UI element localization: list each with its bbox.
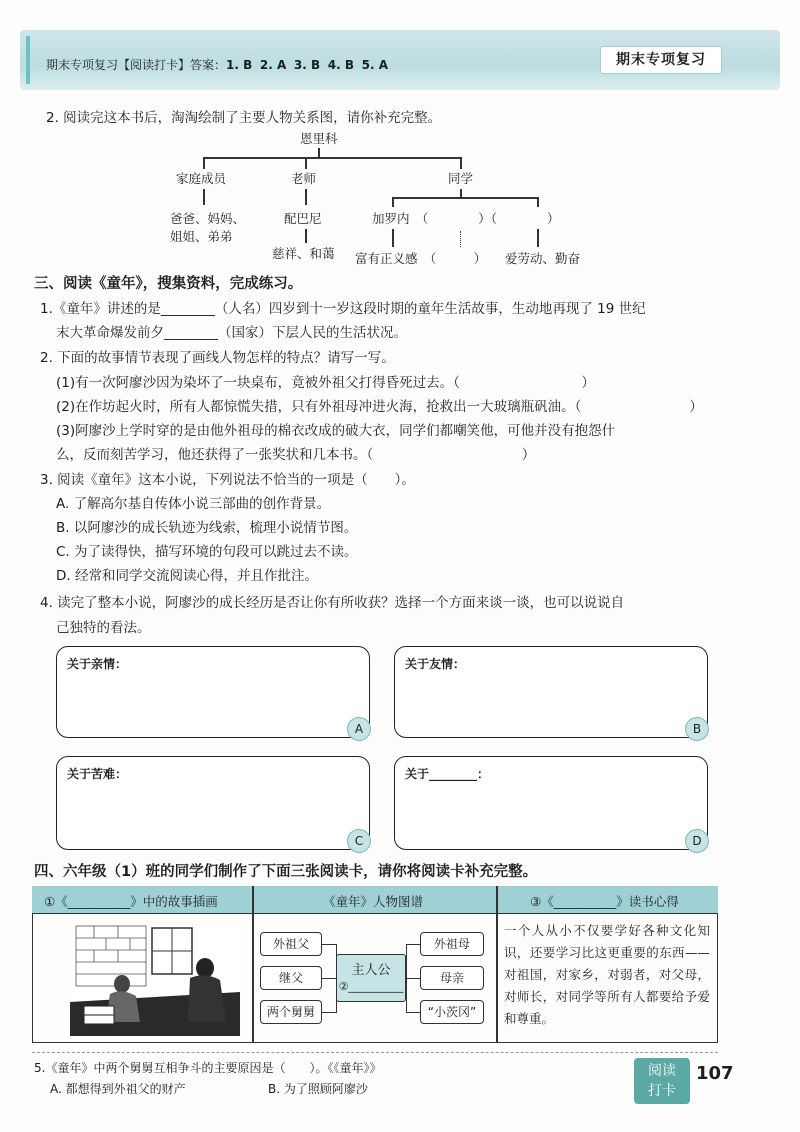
s3-q3-option-d: D. 经常和同学交流阅读心得，并且作批注。 xyxy=(56,568,318,584)
map-line xyxy=(406,978,420,979)
diagram-line xyxy=(392,229,394,247)
diagram-root: 恩里科 xyxy=(300,131,338,146)
column-divider xyxy=(252,886,254,1043)
s3-q3-option-b: B. 以阿廖沙的成长轨迹为线索，梳理小说情节图。 xyxy=(56,520,358,536)
story-illustration xyxy=(70,922,240,1036)
answer-box-hardship[interactable] xyxy=(56,756,370,850)
box-tag: C xyxy=(347,829,371,853)
answer-5: 5. A xyxy=(361,58,389,72)
center-node xyxy=(336,954,406,1002)
teacher-name: 配巴尼 xyxy=(284,211,322,226)
answer-2: 2. A xyxy=(259,58,287,72)
q5-option-a: A. 都想得到外祖父的财产 xyxy=(50,1082,186,1096)
diagram-line xyxy=(203,157,205,169)
s3-q2-title: 2. 下面的故事情节表现了画线人物怎样的特点？请写一写。 xyxy=(40,350,395,366)
center-blank: ②__________ xyxy=(338,980,404,993)
answer-box-friendship[interactable] xyxy=(394,646,708,738)
card1-title: ①《__________》中的故事插画 xyxy=(44,894,218,909)
diagram-line xyxy=(305,189,307,205)
teacher-trait: 慈祥、和蔼 xyxy=(272,246,335,261)
box-label: 关于________： xyxy=(405,767,490,781)
node-grandmother: 外祖母 xyxy=(420,932,484,956)
answer-4: 4. B xyxy=(327,58,355,72)
family-members-1: 爸爸、妈妈、 xyxy=(170,211,246,226)
family-members-2: 姐姐、弟弟 xyxy=(170,229,233,244)
footer-divider xyxy=(32,1052,718,1053)
box-tag: D xyxy=(685,829,709,853)
box-tag: B xyxy=(685,717,709,741)
group-family: 家庭成员 xyxy=(176,171,227,186)
page-number: 107 xyxy=(696,1063,734,1084)
box-tag: A xyxy=(347,717,371,741)
diagram-line xyxy=(203,157,461,159)
diagram-line xyxy=(392,197,394,207)
s3-q3-option-a: A. 了解高尔基自传体小说三部曲的创作背景。 xyxy=(56,496,331,512)
diagram-line xyxy=(392,197,538,199)
q5-question: 5.《童年》中两个舅舅互相争斗的主要原因是（ ）。《《童年》》 xyxy=(34,1061,382,1075)
card2-title: 《童年》人物图谱 xyxy=(323,894,424,909)
box-label: 关于亲情： xyxy=(67,657,128,671)
trait-justice: 富有正义感 （ ） xyxy=(355,251,487,266)
s3-q1-line2: 末大革命爆发前夕________（国家）下层人民的生活状况。 xyxy=(56,325,407,341)
s3-q3-title: 3. 阅读《童年》这本小说，下列说法不恰当的一项是（ ）。 xyxy=(40,472,415,488)
section4-title: 四、六年级（1）班的同学们制作了下面三张阅读卡，请你将阅读卡补充完整。 xyxy=(34,864,538,880)
reflection-text: 一个人从小不仅要学好各种文化知识，还要学习比这更重要的东西——对祖国，对家乡，对弱者，对父母，对师长，对同学等所有人都要给予爱和尊重。 xyxy=(504,923,710,1026)
map-line xyxy=(322,944,336,945)
s3-q4-line1: 4. 读完了整本小说，阿廖沙的成长经历是否让你有所收获？选择一个方面来谈一谈，也可以说说自 xyxy=(40,595,625,611)
diagram-line xyxy=(537,197,539,207)
column-divider xyxy=(496,886,498,1043)
card3-title: ③《__________》读书心得 xyxy=(530,894,679,909)
node-stepfather: 继父 xyxy=(260,966,322,990)
map-line xyxy=(406,944,420,945)
q5-option-b: B. 为了照顾阿廖沙 xyxy=(268,1082,368,1096)
node-tsiganok: “小茨冈” xyxy=(420,1000,484,1024)
answer-box-custom[interactable] xyxy=(394,756,708,850)
section3-title: 三、阅读《童年》，搜集资料，完成练习。 xyxy=(34,276,303,292)
node-grandfather: 外祖父 xyxy=(260,932,322,956)
trait-hardworking: 爱劳动、勤奋 xyxy=(505,251,581,266)
diagram-dotted-line xyxy=(460,231,461,247)
s3-q3-option-c: C. 为了读得快，描写环境的句段可以跳过去不读。 xyxy=(56,544,358,560)
q2-title: 2. 阅读完这本书后，淘淘绘制了主要人物关系图，请你补充完整。 xyxy=(46,110,442,126)
s3-q2-item1: (1)有一次阿廖沙因为染坏了一块桌布，竟被外祖父打得昏死过去。（ ） xyxy=(56,375,595,391)
diagram-line xyxy=(460,157,462,169)
s3-q1-line1: 1.《童年》讲述的是________（人名）四岁到十一岁这段时期的童年生活故事，生动地再现了 19 世纪 xyxy=(40,301,646,317)
diagram-line xyxy=(305,157,307,169)
map-line xyxy=(406,1012,420,1013)
node-uncles: 两个舅舅 xyxy=(260,1000,322,1024)
section-badge: 期末专项复习 xyxy=(600,46,722,74)
s3-q2-item3: (3)阿廖沙上学时穿的是由他外祖母的棉衣改成的破大衣，同学们都嘲笑他，可他并没有抱怨什 xyxy=(56,423,616,439)
s3-q4-line2: 己独特的看法。 xyxy=(56,620,151,636)
s3-q2-item3-cont: 么，反而刻苦学习，他还获得了一张奖状和几本书。（ ） xyxy=(56,447,536,463)
s3-q2-item2: (2)在作坊起火时，所有人都惊慌失措，只有外祖母冲进火海，抢救出一大玻璃瓶矾油。（ ） xyxy=(56,399,703,415)
map-line xyxy=(322,978,336,979)
center-label: 主人公 xyxy=(351,963,391,978)
box-label: 关于苦难： xyxy=(67,767,128,781)
header-answers: 期末专项复习【阅读打卡】答案：1. B 2. A 3. B 4. B 5. A xyxy=(46,58,389,72)
diagram-line xyxy=(305,229,307,243)
diagram-line xyxy=(203,189,205,205)
group-classmates: 同学 xyxy=(448,171,474,186)
map-line xyxy=(322,1012,336,1013)
classmate-names: 加罗内 （ ）（ ） xyxy=(372,211,560,226)
answer-box-family[interactable] xyxy=(56,646,370,738)
group-teacher: 老师 xyxy=(291,171,317,186)
node-mother: 母亲 xyxy=(420,966,484,990)
answer-3: 3. B xyxy=(293,58,321,72)
diagram-line xyxy=(537,229,539,247)
answer-1: 1. B xyxy=(226,58,253,72)
reading-checkin-badge: 阅读 打卡 xyxy=(634,1058,690,1104)
box-label: 关于友情： xyxy=(405,657,466,671)
